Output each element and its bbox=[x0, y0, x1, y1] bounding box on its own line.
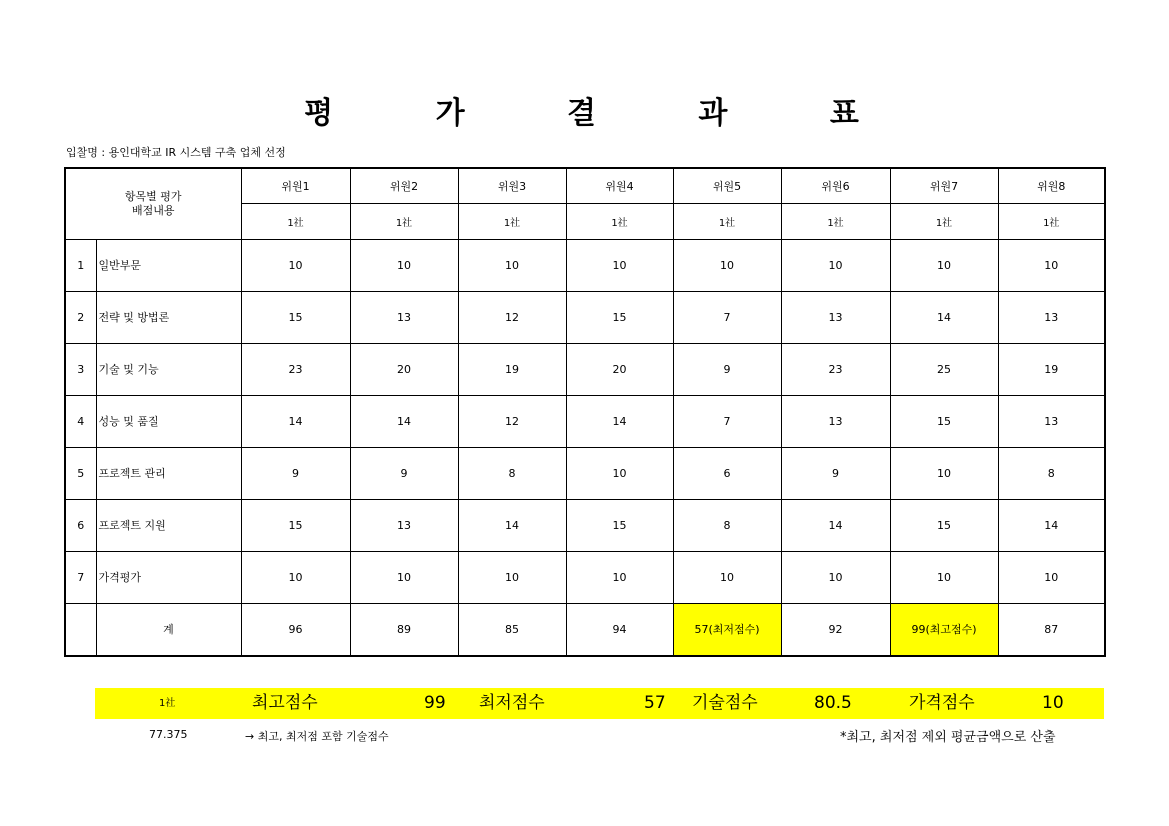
max-score-value: 99 bbox=[424, 693, 446, 713]
score-cell: 15 bbox=[566, 291, 673, 343]
score-cell: 19 bbox=[998, 343, 1105, 395]
score-cell: 10 bbox=[890, 551, 998, 603]
score-cell: 15 bbox=[241, 499, 350, 551]
company-header-1: 1社 bbox=[241, 203, 350, 239]
score-cell: 6 bbox=[673, 447, 781, 499]
score-cell: 12 bbox=[458, 395, 566, 447]
score-cell: 20 bbox=[350, 343, 458, 395]
score-cell: 10 bbox=[781, 239, 890, 291]
price-score-value: 10 bbox=[1042, 693, 1064, 713]
company-header-4: 1社 bbox=[566, 203, 673, 239]
item-header: 항목별 평가 배점내용 bbox=[65, 168, 241, 239]
row-item-name: 전략 및 방법론 bbox=[96, 291, 241, 343]
score-cell: 13 bbox=[350, 499, 458, 551]
score-cell: 10 bbox=[673, 551, 781, 603]
total-empty-cell bbox=[65, 603, 96, 656]
row-item-name: 기술 및 기능 bbox=[96, 343, 241, 395]
row-number: 7 bbox=[65, 551, 96, 603]
score-cell: 14 bbox=[241, 395, 350, 447]
header-row-committee bbox=[65, 168, 1105, 203]
score-cell: 20 bbox=[566, 343, 673, 395]
total-cell: 92 bbox=[781, 603, 890, 656]
committee-header-3: 위원3 bbox=[458, 168, 566, 203]
total-cell: 85 bbox=[458, 603, 566, 656]
score-cell: 10 bbox=[241, 239, 350, 291]
score-cell: 10 bbox=[890, 239, 998, 291]
score-cell: 8 bbox=[458, 447, 566, 499]
score-cell: 15 bbox=[890, 395, 998, 447]
total-cell: 99(최고점수) bbox=[890, 603, 998, 656]
tech-score-label: 기술점수 bbox=[692, 693, 758, 713]
summary-bar bbox=[95, 688, 1104, 719]
average-description: → 최고, 최저점 포함 기술점수 bbox=[245, 730, 389, 743]
score-cell: 14 bbox=[998, 499, 1105, 551]
table-row bbox=[65, 239, 1105, 291]
row-number: 6 bbox=[65, 499, 96, 551]
total-cell: 96 bbox=[241, 603, 350, 656]
score-cell: 7 bbox=[673, 395, 781, 447]
score-cell: 9 bbox=[781, 447, 890, 499]
score-cell: 8 bbox=[998, 447, 1105, 499]
row-number: 3 bbox=[65, 343, 96, 395]
score-cell: 15 bbox=[890, 499, 998, 551]
table-row bbox=[65, 499, 1105, 551]
tech-score-value: 80.5 bbox=[814, 693, 852, 713]
score-cell: 10 bbox=[458, 239, 566, 291]
row-item-name: 성능 및 품질 bbox=[96, 395, 241, 447]
score-cell: 10 bbox=[566, 551, 673, 603]
min-score-value: 57 bbox=[644, 693, 666, 713]
score-cell: 13 bbox=[998, 395, 1105, 447]
score-cell: 14 bbox=[350, 395, 458, 447]
committee-header-8: 위원8 bbox=[998, 168, 1105, 203]
average-value: 77.375 bbox=[149, 728, 188, 741]
committee-header-6: 위원6 bbox=[781, 168, 890, 203]
score-cell: 14 bbox=[566, 395, 673, 447]
bid-name: 입찰명 : 용인대학교 IR 시스템 구축 업체 선정 bbox=[66, 146, 286, 159]
row-number: 1 bbox=[65, 239, 96, 291]
calculation-note: *최고, 최저점 제외 평균금액으로 산출 bbox=[840, 730, 1056, 745]
row-item-name: 일반부문 bbox=[96, 239, 241, 291]
score-cell: 10 bbox=[781, 551, 890, 603]
evaluation-table bbox=[64, 167, 1106, 657]
score-cell: 14 bbox=[458, 499, 566, 551]
score-cell: 10 bbox=[241, 551, 350, 603]
score-cell: 10 bbox=[998, 239, 1105, 291]
score-cell: 13 bbox=[781, 395, 890, 447]
row-number: 5 bbox=[65, 447, 96, 499]
table-row bbox=[65, 291, 1105, 343]
row-number: 2 bbox=[65, 291, 96, 343]
score-cell: 15 bbox=[566, 499, 673, 551]
score-cell: 10 bbox=[673, 239, 781, 291]
score-cell: 25 bbox=[890, 343, 998, 395]
committee-header-5: 위원5 bbox=[673, 168, 781, 203]
company-header-8: 1社 bbox=[998, 203, 1105, 239]
score-cell: 10 bbox=[566, 447, 673, 499]
table-row bbox=[65, 343, 1105, 395]
score-cell: 10 bbox=[350, 239, 458, 291]
row-item-name: 프로젝트 관리 bbox=[96, 447, 241, 499]
total-cell: 57(최저점수) bbox=[673, 603, 781, 656]
company-header-2: 1社 bbox=[350, 203, 458, 239]
score-cell: 14 bbox=[890, 291, 998, 343]
company-header-5: 1社 bbox=[673, 203, 781, 239]
score-cell: 9 bbox=[350, 447, 458, 499]
table-row bbox=[65, 395, 1105, 447]
score-cell: 13 bbox=[781, 291, 890, 343]
score-cell: 12 bbox=[458, 291, 566, 343]
score-cell: 13 bbox=[350, 291, 458, 343]
total-row bbox=[65, 603, 1105, 656]
score-cell: 9 bbox=[673, 343, 781, 395]
score-cell: 19 bbox=[458, 343, 566, 395]
committee-header-7: 위원7 bbox=[890, 168, 998, 203]
total-cell: 87 bbox=[998, 603, 1105, 656]
score-cell: 7 bbox=[673, 291, 781, 343]
row-number: 4 bbox=[65, 395, 96, 447]
price-score-label: 가격점수 bbox=[909, 693, 975, 713]
score-cell: 10 bbox=[458, 551, 566, 603]
row-item-name: 가격평가 bbox=[96, 551, 241, 603]
table-row bbox=[65, 551, 1105, 603]
score-cell: 10 bbox=[890, 447, 998, 499]
score-cell: 10 bbox=[350, 551, 458, 603]
company-header-6: 1社 bbox=[781, 203, 890, 239]
score-cell: 13 bbox=[998, 291, 1105, 343]
score-cell: 23 bbox=[241, 343, 350, 395]
score-cell: 8 bbox=[673, 499, 781, 551]
max-score-label: 최고점수 bbox=[252, 693, 318, 713]
committee-header-4: 위원4 bbox=[566, 168, 673, 203]
score-cell: 10 bbox=[566, 239, 673, 291]
min-score-label: 최저점수 bbox=[479, 693, 545, 713]
summary-company: 1社 bbox=[159, 698, 176, 709]
company-header-7: 1社 bbox=[890, 203, 998, 239]
table-row bbox=[65, 447, 1105, 499]
total-cell: 89 bbox=[350, 603, 458, 656]
row-item-name: 프로젝트 지원 bbox=[96, 499, 241, 551]
page-title: 평 가 결 과 표 bbox=[304, 96, 905, 131]
committee-header-2: 위원2 bbox=[350, 168, 458, 203]
total-label: 계 bbox=[96, 603, 241, 656]
score-cell: 23 bbox=[781, 343, 890, 395]
total-cell: 94 bbox=[566, 603, 673, 656]
company-header-3: 1社 bbox=[458, 203, 566, 239]
score-cell: 10 bbox=[998, 551, 1105, 603]
score-cell: 15 bbox=[241, 291, 350, 343]
committee-header-1: 위원1 bbox=[241, 168, 350, 203]
score-cell: 9 bbox=[241, 447, 350, 499]
score-cell: 14 bbox=[781, 499, 890, 551]
